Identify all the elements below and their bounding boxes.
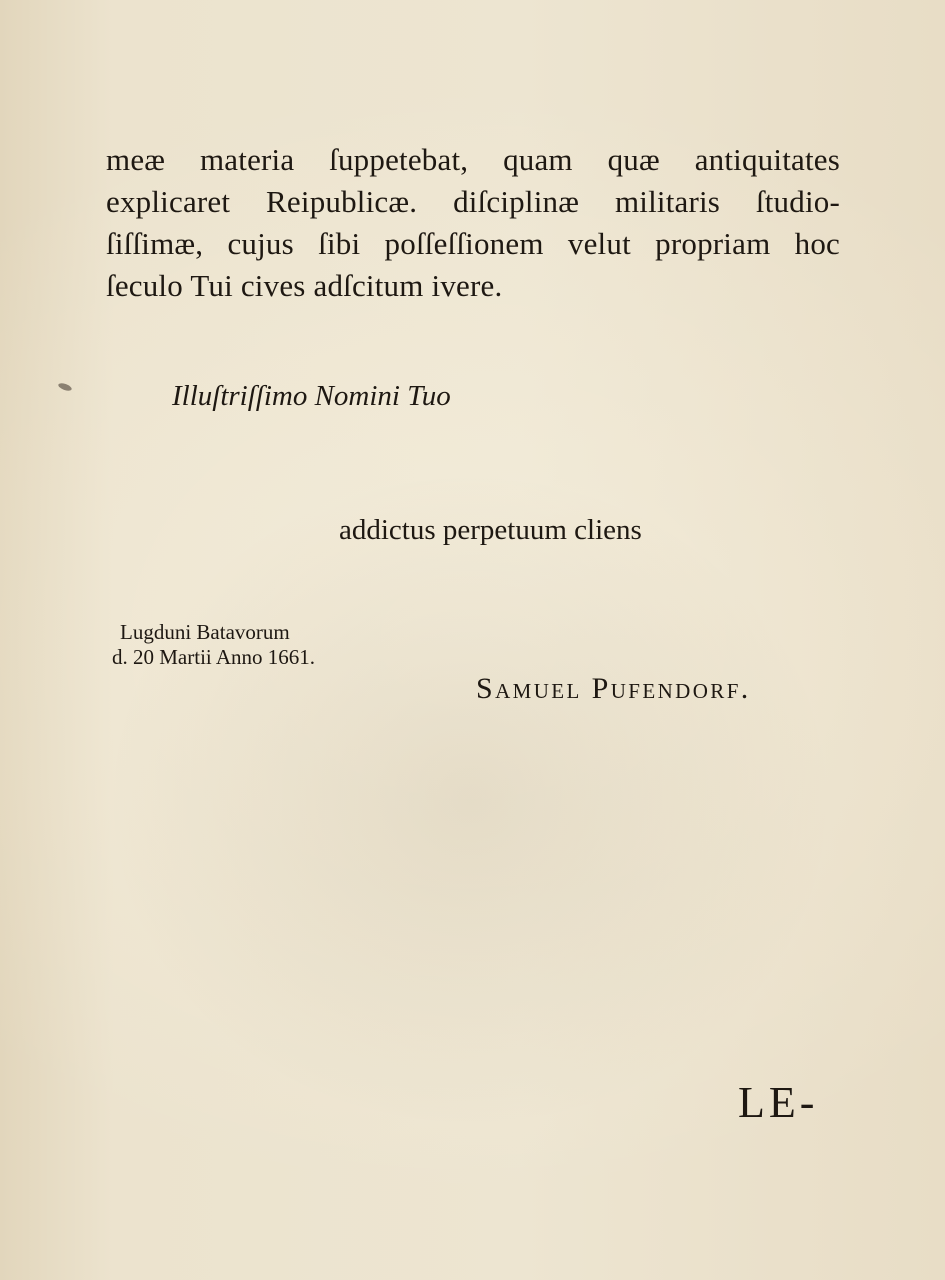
body-paragraph [106, 139, 840, 307]
salutation: Illuſtriſſimo Nomini Tuo [172, 380, 451, 412]
body-line-3: ſiſſimæ, cujus ſibi poſſeſſionem velut propriam hoc [106, 226, 840, 261]
place-line: Lugduni Batavorum [120, 620, 290, 644]
catchword: LE- [738, 1078, 819, 1127]
body-line-4: ſeculo Tui cives adſcitum ivere. [106, 268, 503, 303]
signature: Samuel Pufendorf. [476, 672, 751, 705]
ink-speck [57, 382, 72, 392]
body-line-2: explicaret Reipublicæ. diſciplinæ militaris ſtudio- [106, 184, 840, 219]
body-line-1: meæ materia ſuppetebat, quam quæ antiquitates [106, 142, 840, 177]
closing-phrase: addictus perpetuum cliens [339, 514, 642, 546]
date-line: d. 20 Martii Anno 1661. [112, 645, 315, 669]
place-date-block [112, 620, 315, 670]
